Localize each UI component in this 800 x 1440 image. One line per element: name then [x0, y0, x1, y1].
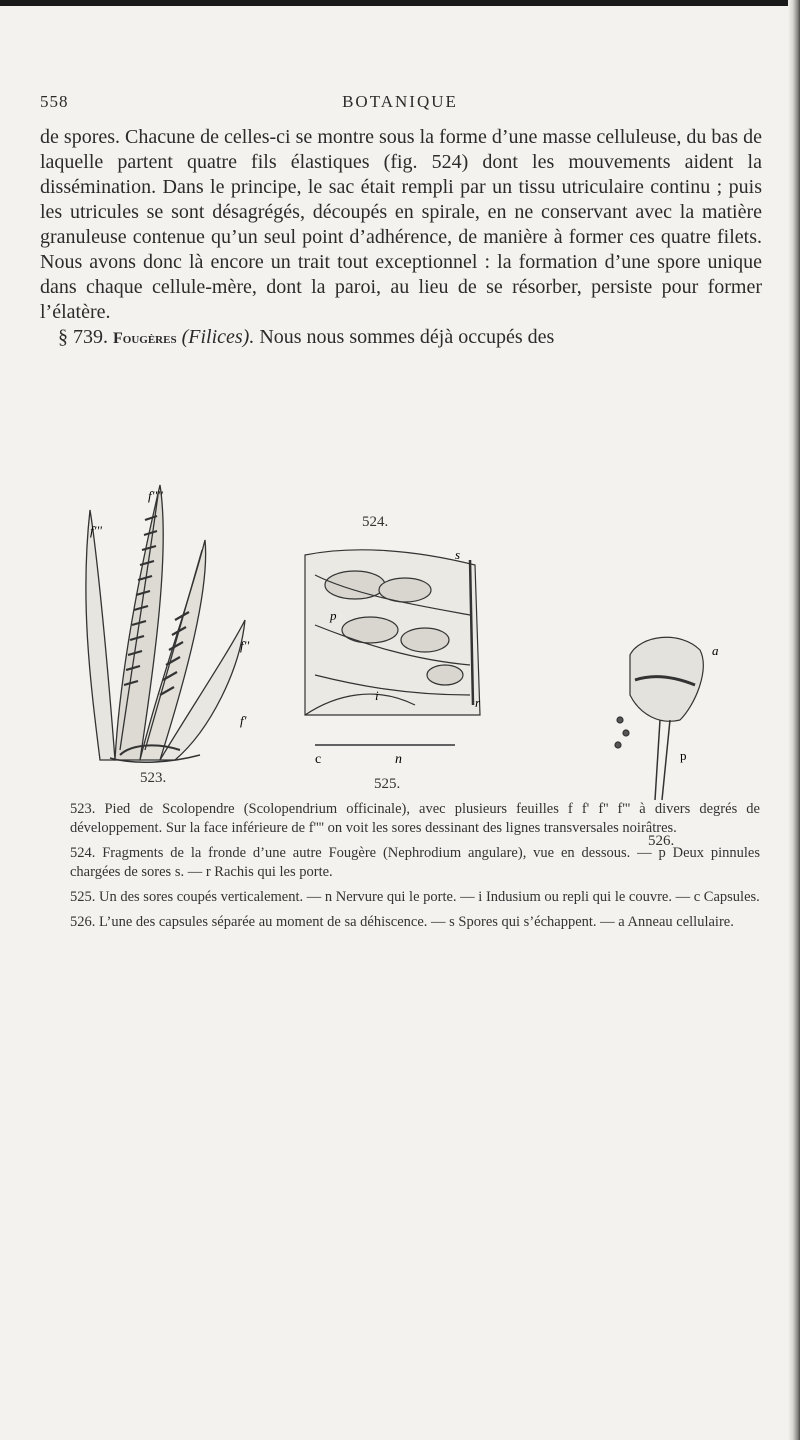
- fig523-illustration: [60, 480, 260, 765]
- fig524-label: 524.: [362, 514, 389, 530]
- fig523-letter-f1: f': [240, 713, 247, 728]
- section-number: § 739.: [58, 326, 108, 348]
- caption-524: 524. Fragments de la fronde d’une autre Fougère (Nephrodium angulare), vue en dessous. — p Deux pinnules chargées de sores s. — r Rachis qui les porte.: [70, 845, 760, 880]
- figure-captions: [70, 800, 760, 938]
- fig526-label: 526.: [648, 833, 675, 849]
- body-text: [40, 125, 762, 351]
- fig524-illustration: [295, 545, 495, 730]
- fig523-letter-f3: f''': [90, 523, 102, 538]
- section-latin: (Filices).: [181, 326, 255, 348]
- running-title: BOTANIQUE: [342, 92, 458, 111]
- fig526-letter-a: a: [712, 643, 719, 658]
- caption-526: 526. L’une des capsules séparée au moment de sa déhiscence. — s Spores qui s’échappent. — a Anneau cellulaire.: [70, 914, 734, 930]
- caption-525: 525. Un des sores coupés verticalement. — n Nervure qui le porte. — i Indusium ou repli qui le couvre. — c Capsules.: [70, 889, 760, 905]
- fig524-letter-s: s: [455, 547, 461, 562]
- page-header: [40, 92, 760, 122]
- body-paragraph: de spores. Chacune de celles-ci se montre sous la forme d’une masse celluleuse, du bas de laquelle partent quatre fils élastiques (fig. 524) dont les mouvements aident la dissémination. Dans le principe, le sac était rempli par un tissu utriculaire continu ; puis les utricules se sont désagrégés, découpés en spirale, en ne conservant avec la matière granuleuse contenue qu’un seul point d’adhérence, de manière à former ces quatre filets. Nous avons donc là encore un trait tout exceptionnel : la formation d’une spore unique dans chaque cellule-mère, dont la paroi, au lieu de se résorber, persiste pour former l’élatère.: [40, 126, 762, 323]
- section-title: Fougères: [113, 330, 177, 347]
- fig525-letter-n: n: [395, 752, 402, 765]
- fig523-label: 523.: [140, 770, 167, 786]
- fig526-illustration: [600, 625, 730, 825]
- section-text: Nous nous sommes déjà occupés des: [259, 326, 555, 348]
- fig523-letter-f2: f'': [240, 638, 250, 653]
- fig525-label: 525.: [374, 776, 401, 792]
- fig523-letter-f4: f'''': [148, 488, 163, 503]
- page-binding-shadow: [788, 0, 800, 1440]
- caption-523: 523. Pied de Scolopendre (Scolopendrium officinale), avec plusieurs feuilles f f' f'' f''' à divers degrés de développement. Sur la face inférieure de f'''' on voit les sores dessinant des lignes transversales noirâtres.: [70, 801, 760, 836]
- page-number: 558: [40, 92, 69, 111]
- fig526-letter-p: p: [680, 748, 687, 763]
- fig525-letter-i: i: [375, 688, 379, 703]
- fig524-letter-r: r: [475, 695, 481, 710]
- fig524-letter-p: p: [330, 608, 337, 623]
- page-top-edge: [0, 0, 800, 6]
- section-paragraph: [40, 325, 762, 351]
- fig525-baseline: [295, 735, 495, 765]
- fig525-letter-c: c: [315, 752, 322, 765]
